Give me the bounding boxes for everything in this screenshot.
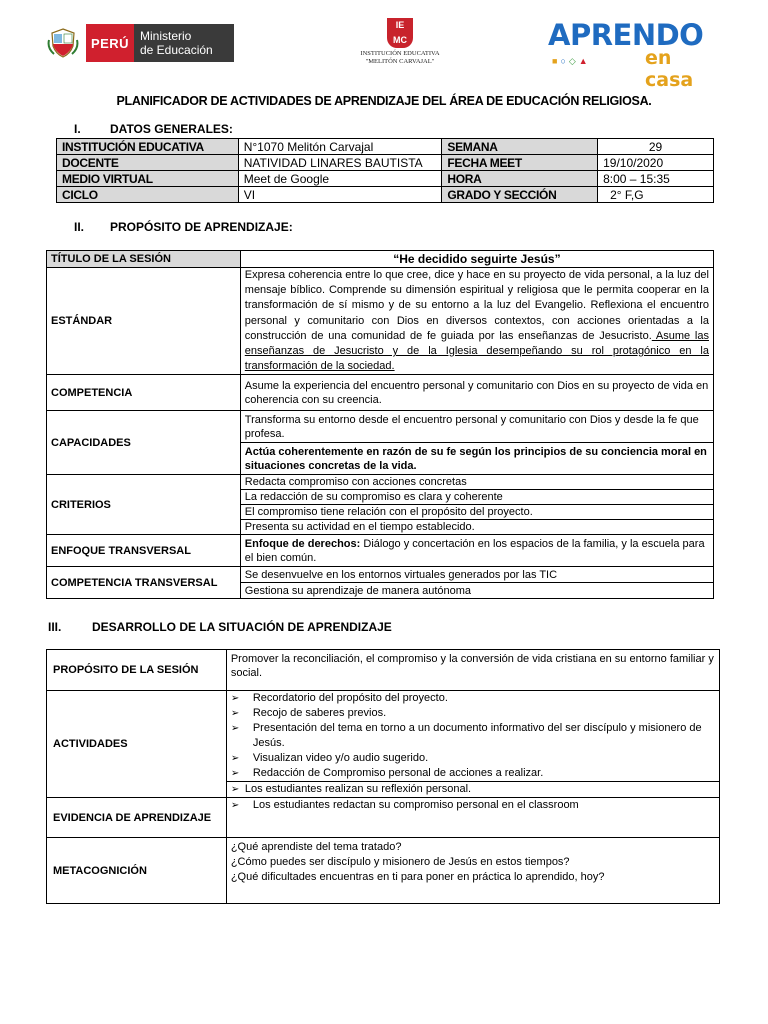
table-row [47,650,720,691]
label-proposito-sesion: PROPÓSITO DE LA SESIÓN [47,650,227,691]
peru-label: PERÚ [86,24,134,62]
table-row [47,268,714,375]
label-semana: SEMANA [442,139,598,155]
evidence-list [227,798,719,813]
value-institucion: N°1070 Melitón Carvajal [238,139,442,155]
section-3-number: III. [48,620,62,634]
table-row [57,139,714,155]
table-row [47,535,714,567]
label-estandar: ESTÁNDAR [47,268,241,375]
value-titulo-sesion: “He decidido seguirte Jesús” [240,251,713,268]
aprendo-title: APRENDO [548,18,704,52]
aprendo-en-casa-logo [548,18,718,91]
label-hora: HORA [442,171,598,187]
section-2-number: II. [74,220,85,234]
table-row [47,691,720,782]
section-2-heading: PROPÓSITO DE APRENDIZAJE: [110,220,293,234]
label-competencia: COMPETENCIA [47,375,241,411]
general-data-table [56,138,714,203]
value-enfoque-transversal [240,535,713,567]
label-titulo-sesion: TÍTULO DE LA SESIÓN [47,251,241,268]
value-capacidad-2: Actúa coherentemente en razón de su fe según los principios de su conciencia moral en situaciones concretas de la vida. [240,443,713,475]
label-actividades [47,691,227,798]
value-actividad-final [226,782,719,798]
value-estandar [240,268,713,375]
label-evidencia: EVIDENCIA DE APRENDIZAJE [47,798,227,838]
peru-shield-icon [40,24,86,62]
label-capacidades: CAPACIDADES [47,411,241,475]
table-row [47,838,720,904]
label-metacognicion: METACOGNICIÓN [47,838,227,904]
enfoque-bold: Enfoque de derechos: [244,537,361,550]
table-row [57,155,714,171]
label-competencia-transversal: COMPETENCIA TRANSVERSAL [47,567,241,599]
school-line-1: INSTITUCIÓN EDUCATIVA [360,50,440,57]
criterio-item: La redacción de su compromiso es clara y coherente [240,490,713,505]
value-competencia: Asume la experiencia del encuentro personal y comunitario con Dios en su proyecto de vida en coherencia con su creencia. [240,375,713,411]
list-item: ➢ Recordatorio del propósito del proyecto. [227,691,719,706]
value-evidencia [226,798,719,838]
value-actividades [226,691,719,782]
label-institucion: INSTITUCIÓN EDUCATIVA [57,139,239,155]
value-hora: 8:00 – 15:35 [598,171,714,187]
section-3-heading: DESARROLLO DE LA SITUACIÓN DE APRENDIZAJE [92,620,392,634]
value-semana: 29 [598,139,714,155]
enfoque-text: Diálogo y concertación en los espacios de la familia, y la escuela para el bien común. [244,537,705,564]
label-docente: DOCENTE [57,155,239,171]
table-row [47,567,714,583]
metacognition-question: ¿Qué dificultades encuentras en ti para poner en práctica lo aprendido, hoy? [230,871,605,883]
value-fecha-meet: 19/10/2020 [598,155,714,171]
list-item: ➢ Los estudiantes realizan su reflexión personal. [227,782,719,797]
value-capacidad-1: Transforma su entorno desde el encuentro personal y comunitario con Dios y desde la fe que profesa. [240,411,713,443]
school-crest-bottom: MC [393,35,407,45]
section-1-number: I. [74,122,81,136]
school-crest-top: IE [395,20,405,30]
ministry-line-1: Ministerio [140,29,192,43]
table-row [47,411,714,443]
purpose-table [46,250,714,599]
table-row [47,375,714,411]
actividades-label: ACTIVIDADES [53,738,128,750]
metacognition-question: ¿Cómo puedes ser discípulo y misionero de Jesús en estos tiempos? [230,856,570,868]
section-1-heading: DATOS GENERALES: [110,122,233,136]
school-text [352,50,448,66]
metacognition-question: ¿Qué aprendiste del tema tratado? [230,841,402,853]
activity-list [227,691,719,781]
school-line-2: "MELITÓN CARVAJAL" [365,58,435,65]
criterio-item: Redacta compromiso con acciones concretas [240,475,713,490]
estandar-underlined: Asume las enseñanzas de Jesucristo y de la Iglesia desempeñando su rol protagónico en la transformación de la sociedad. [244,329,709,373]
ministry-name [134,24,234,62]
table-row [47,475,714,490]
value-grado-seccion: 2° F,G [598,187,714,203]
comp-trans-item: Gestiona su aprendizaje de manera autónoma [240,583,713,599]
colored-shapes-icon: ■○◇▲ [552,56,591,66]
value-medio-virtual: Meet de Google [238,171,442,187]
list-item: ➢ Recojo de saberes previos. [227,706,719,721]
ministry-logo [40,24,234,62]
table-row [57,171,714,187]
label-enfoque-transversal: ENFOQUE TRANSVERSAL [47,535,241,567]
page-title: PLANIFICADOR DE ACTIVIDADES DE APRENDIZAJE DEL ÁREA DE EDUCACIÓN RELIGIOSA. [116,94,652,108]
table-row [57,187,714,203]
criterio-item: El compromiso tiene relación con el propósito del proyecto. [240,505,713,520]
label-ciclo: CICLO [57,187,239,203]
list-item: ➢ Visualizan video y/o audio sugerido. [227,751,719,766]
school-crest-icon [387,18,413,48]
ministry-line-2: de Educación [140,43,213,57]
value-metacognicion [226,838,719,904]
label-medio-virtual: MEDIO VIRTUAL [57,171,239,187]
list-item: ➢ Redacción de Compromiso personal de acciones a realizar. [227,766,719,781]
activity-final-list [227,782,719,797]
aprendo-subtitle: en casa [645,47,694,91]
criterio-item: Presenta su actividad en el tiempo establecido. [240,520,713,535]
value-ciclo: VI [238,187,442,203]
school-logo [352,18,448,74]
label-grado-seccion: GRADO Y SECCIÓN [442,187,598,203]
table-row [47,251,714,268]
comp-trans-item: Se desenvuelve en los entornos virtuales generados por las TIC [240,567,713,583]
development-table [46,649,720,904]
list-item: ➢ Presentación del tema en torno a un documento informativo del ser discípulo y misionero de Jesús. [227,721,719,751]
label-fecha-meet: FECHA MEET [442,155,598,171]
label-criterios: CRITERIOS [47,475,241,535]
estandar-text: Expresa coherencia entre lo que cree, dice y hace en su proyecto de vida personal, a la luz del mensaje bíblico. Comprende su dimensión espiritual y religiosa que le permita cooperar en la transformación de sí mismo y de su entorno a la luz del Evangelio. Reflexiona el encuentro personal y comunitario con Dios en diversos contextos, con acciones orientadas a la construcción de una comunidad de fe guiada por las enseñanzas de Jesucristo. [244,269,709,342]
value-proposito-sesion: Promover la reconciliación, el compromiso y la conversión de vida cristiana en su entorno familiar y social. [226,650,719,691]
table-row [47,798,720,838]
list-item: ➢ Los estudiantes redactan su compromiso personal en el classroom [227,798,719,813]
value-docente: NATIVIDAD LINARES BAUTISTA [238,155,442,171]
